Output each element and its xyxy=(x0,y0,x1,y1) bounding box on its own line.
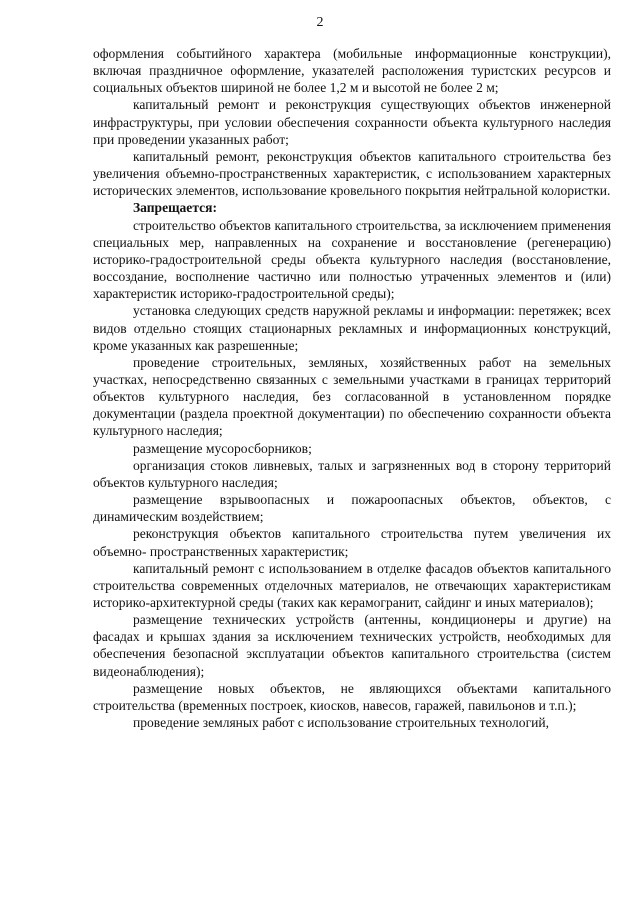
paragraph-works-without-approval: проведение строительных, земляных, хозяйственных работ на земельных участках, непосредственно связанных с земельными участками в границах территорий объектов культурного наследия, без согласованной в установленном порядке документации (раздела проектной документации) по обеспечению сохранности объекта культурного наследия; xyxy=(93,354,611,439)
paragraph-engineering-infrastructure: капитальный ремонт и реконструкция существующих объектов инженерной инфраструктуры, при условии обеспечения сохранности объекта культурного наследия при проведении указанных работ; xyxy=(93,97,611,147)
paragraph-hazardous-objects: размещение взрывоопасных и пожароопасных объектов, объектов, с динамическим воздействием; xyxy=(93,492,611,525)
paragraph-technical-devices: размещение технических устройств (антенны, кондиционеры и другие) на фасадах и крышах здания за исключением технических устройств, необходимых для обеспечения безопасной эксплуатации объектов капитального строительства (систем видеонаблюдения); xyxy=(93,612,611,679)
paragraph-reconstruction-volume: реконструкция объектов капитального строительства путем увеличения их объемно- пространственных характеристик; xyxy=(93,526,611,559)
paragraph-water-drainage: организация стоков ливневых, талых и загрязненных вод в сторону территорий объектов культурного наследия; xyxy=(93,457,611,490)
document-body xyxy=(93,45,611,731)
paragraph-capital-repair-allowed: капитальный ремонт, реконструкция объектов капитального строительства без увеличения объемно-пространственных характеристик, с использованием характерных исторических элементов, использование кровельного покрытия нейтральной колористки. xyxy=(93,148,611,199)
paragraph-advertising-prohibited: установка следующих средств наружной рекламы и информации: перетяжек; всех видов отдельно стоящих стационарных рекламных и информационных конструкций, кроме указанных как разрешенные; xyxy=(93,303,611,353)
paragraph-signage-continuation: оформления событийного характера (мобильные информационные конструкции), включая праздничное оформление, указателей расположения туристских ресурсов и социальных объектов шириной не более 1,2 м и высотой не более 2 м; xyxy=(93,46,611,96)
prohibited-heading: Запрещается: xyxy=(133,200,217,216)
paragraph-facade-materials: капитальный ремонт с использованием в отделке фасадов объектов капитального строительства современных отделочных материалов, не отвечающих характеристикам историко-архитектурной среды (таких как керамогранит, сайдинг и иных материалов); xyxy=(93,560,611,610)
paragraph-construction-prohibited: строительство объектов капитального строительства, за исключением применения специальных мер, направленных на сохранение и восстановление (регенерацию) историко-градостроительной среды объекта культурного наследия (восстановление, воссоздание, восполнение частично или полностью утраченных элементов и (или) характеристик историко-градостроительной среды); xyxy=(93,217,611,302)
page-number: 2 xyxy=(316,15,324,30)
paragraph-earthworks: проведение земляных работ с использование строительных технологий, xyxy=(133,715,550,731)
paragraph-temporary-objects: размещение новых объектов, не являющихся объектами капитального строительства (временных построек, киосков, навесов, гаражей, павильонов и т.п.); xyxy=(93,680,611,713)
paragraph-waste-collectors: размещение мусоросборников; xyxy=(133,440,312,456)
